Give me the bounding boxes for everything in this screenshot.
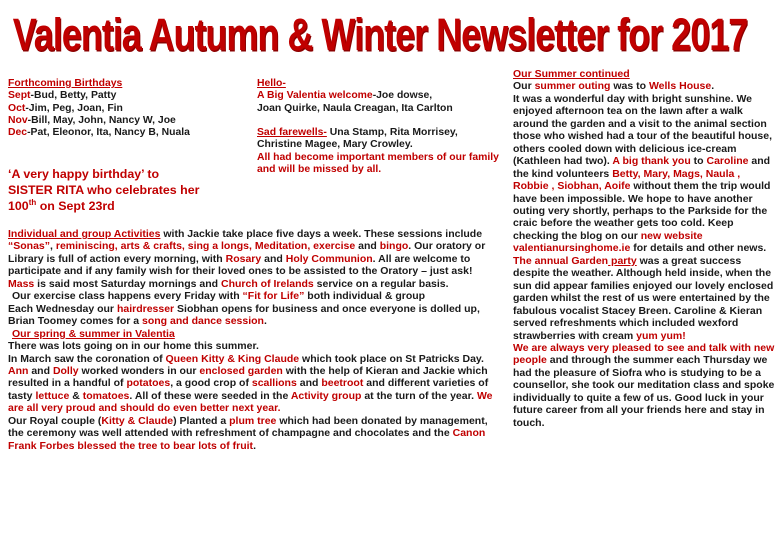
birthday-line-dec: Dec-Pat, Eleonor, Ita, Nancy B, Nuala [8, 127, 190, 139]
coronation-paragraph: In March saw the coronation of Queen Kitty & King Claude which took place on St Patricks Day. [8, 352, 484, 365]
sister-rita-birthday: ‘A very happy birthday’ to SISTER RITA who celebrates her 100th on Sept 23rd [8, 167, 200, 213]
sister-name: SISTER RITA [8, 183, 84, 197]
sister-greeting: ‘A very happy birthday’ to [8, 167, 160, 181]
birthday-line-sept: Sept-Bud, Betty, Patty [8, 90, 117, 102]
birthdays-section [8, 78, 248, 140]
newsletter-title: Valentia Autumn & Winter Newsletter for 2017 [12, 8, 748, 60]
birthday-line-oct: Oct-Jim, Peg, Joan, Fin [8, 102, 123, 114]
summer-continued-heading: Our Summer continued [513, 68, 630, 80]
garden-party-paragraph: The annual Garden party was a great success despite the weather. Although held inside, when the sun did appear families enjoyed our lovely enclosed garden whilst the rest of us were entertained by the fabulous vocalist Stacey Breen. Caroline & Kieran served refreshments which included wexford strawberries with cream yum yum! We are always very pleased to see and talk with new people and through the summer each Thursday we had the pleasure of Siofra who is studying to be a counsellor, she took our meditation class and spoke individually to quite a few of us. Good luck in your future career from all your friends here and stay in touch. [513, 254, 775, 429]
exercise-paragraph: Our exercise class happens every Friday with “Fit for Life” both individual & group [12, 290, 426, 303]
royal-couple-paragraph: Our Royal couple (Kitty & Claude) Planted a plum tree which had been donated by management, the ceremony was well attended with refreshment of champagne and chocolates and the Canon Frank Forbes blessed the tree to bear lots of fruit. [8, 414, 488, 452]
activities-paragraph: Individual and group Activities with Jackie take place five days a week. These sessions include “Sonas”, reminiscing, arts & crafts, sing a longs, Meditation, exercise and bingo. Our oratory or Library is full of action every morning, with Rosary and Holy Communion. All are welcome to participate and if any family wish for their loved ones to be assisted to the Oratory – just ask! Mass is said most Saturday mornings and Church of Irelands service on a regular basis. [8, 228, 486, 290]
birthdays-heading: Forthcoming Birthdays [8, 78, 123, 89]
welcome-line-2: Joan Quirke, Naula Creagan, Ita Carlton [257, 102, 453, 114]
welcome-line: A Big Valentia welcome-Joe dowse, [257, 90, 433, 102]
website-link[interactable]: valentianursinghome.ie [513, 242, 631, 255]
birthday-line-nov: Nov-Bill, May, John, Nancy W, Joe [8, 115, 176, 127]
summer-continued-column [513, 68, 775, 429]
spring-line-1: There was lots going on in our home this summer. [8, 340, 259, 353]
summer-outing-paragraph: Our summer outing was to Wells House. It was a wonderful day with bright sunshine. We enjoyed afternoon tea on the lawn after a walk around the garden and a visit to the animal section those who wished had a tour of the beautiful house, others cooled down with delicious ice-cream (Kathleen had two). A big thank you to Caroline and the kind volunteers Betty, Mary, Mags, Naula , Robbie , Siobhan, Aoife without them the trip would have been impossible. We hope to have another outing very shortly, perhaps to the Parkside for the craic before the weather gets too cold. Keep checking the blog on our new website valentianursinghome.ie for details and other news. [513, 80, 773, 255]
garden-paragraph: Ann and Dolly worked wonders in our enclosed garden with the help of Kieran and Jackie which resulted in a handful of potatoes, a good crop of scallions and beetroot and different varieties of tasty lettuce & tomatoes. All of these were seeded in the Activity group at the turn of the year. We are all very proud and should do even better next year. [8, 364, 493, 415]
hairdresser-paragraph: Each Wednesday our hairdresser Siobhan opens for business and once everyone is dolled up, Brian Toomey comes for a song and dance session. [8, 302, 480, 328]
main-column [8, 228, 498, 452]
spring-summer-heading: Our spring & summer in Valentia [12, 327, 175, 340]
hello-section [257, 78, 502, 176]
hello-heading: Hello- [257, 78, 286, 89]
farewell-line: Sad farewells- Una Stamp, Rita Morrisey, Christine Magee, Mary Crowley. [257, 127, 458, 151]
farewell-note: All had become important members of our family and will be missed by all. [257, 151, 499, 176]
